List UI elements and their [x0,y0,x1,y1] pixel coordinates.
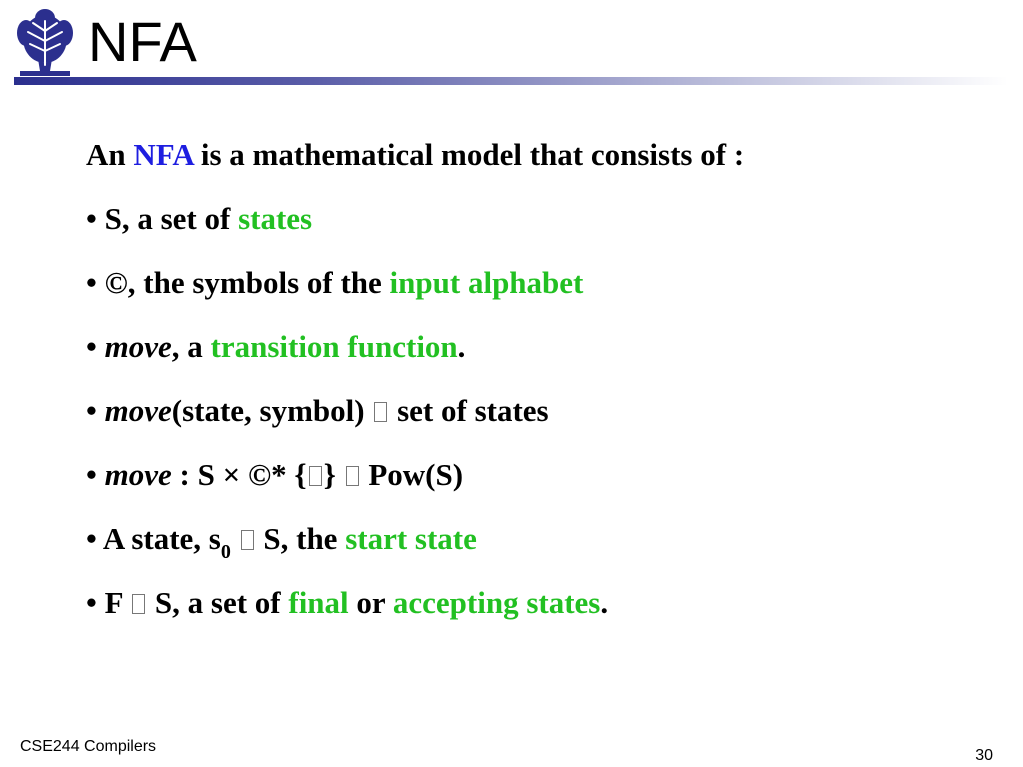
bullet-text: ©, the symbols of the [104,265,390,300]
bullet-move-domain [86,451,986,515]
bullet-text-4: Pow(S) [360,457,464,492]
nfa-keyword: NFA [133,137,194,172]
missing-glyph-icon [309,466,322,486]
slide-body [86,131,986,643]
footer-course: CSE244 Compilers [20,738,157,755]
missing-glyph-icon [132,594,145,614]
intro-line [86,131,986,195]
term-start-state: start state [345,521,477,556]
bullet-text-2: S, the [255,521,346,556]
bullet-text-2: S, a set of [147,585,289,620]
intro-text-2: is a mathematical model that consists of : [193,137,745,172]
bullet-text: : S × © [171,457,272,492]
bullet-text: F [104,585,131,620]
bullet-final-states [86,579,986,643]
bullet-text-3: or [348,585,393,620]
bullet-text-end: . [600,585,609,620]
title-underline [14,77,1008,85]
bullet-marker: • [86,585,105,620]
term-states: states [238,201,313,236]
missing-glyph-icon [374,402,387,422]
move-italic: move [104,457,172,492]
bullet-text: A state, s [102,521,221,556]
bullet-marker: • [86,521,103,556]
term-transition-function: transition function [210,329,458,364]
bullet-text-end: set of states [389,393,549,428]
bullet-move-signature [86,387,986,451]
bullet-start-state [86,515,986,579]
bullet-move-function [86,323,986,387]
term-input-alphabet: input alphabet [389,265,584,300]
bullet-text-3: } [323,457,344,492]
bullet-text-end: . [457,329,466,364]
move-italic: move [104,329,172,364]
page-number: 30 [975,747,993,764]
bullet-marker: • [86,393,105,428]
missing-glyph-icon [241,530,254,550]
bullet-marker: • [86,265,105,300]
bullet-marker: • [86,201,105,236]
bullet-space [231,521,239,556]
move-italic: move [104,393,172,428]
bullet-states [86,195,986,259]
bullet-marker: • [86,457,105,492]
intro-text-1: An [86,137,134,172]
bullet-text: S, a set of [104,201,239,236]
bullet-text-2: { [286,457,307,492]
kleene-star: * [271,457,287,492]
term-accepting-states: accepting states [392,585,601,620]
bullet-marker: • [86,329,105,364]
slide-title: NFA [88,10,197,73]
bullet-alphabet [86,259,986,323]
subscript-zero: 0 [220,541,231,563]
university-logo-icon [14,9,76,77]
bullet-text: (state, symbol) [171,393,373,428]
term-final: final [288,585,349,620]
missing-glyph-icon [346,466,359,486]
bullet-text: , a [171,329,211,364]
